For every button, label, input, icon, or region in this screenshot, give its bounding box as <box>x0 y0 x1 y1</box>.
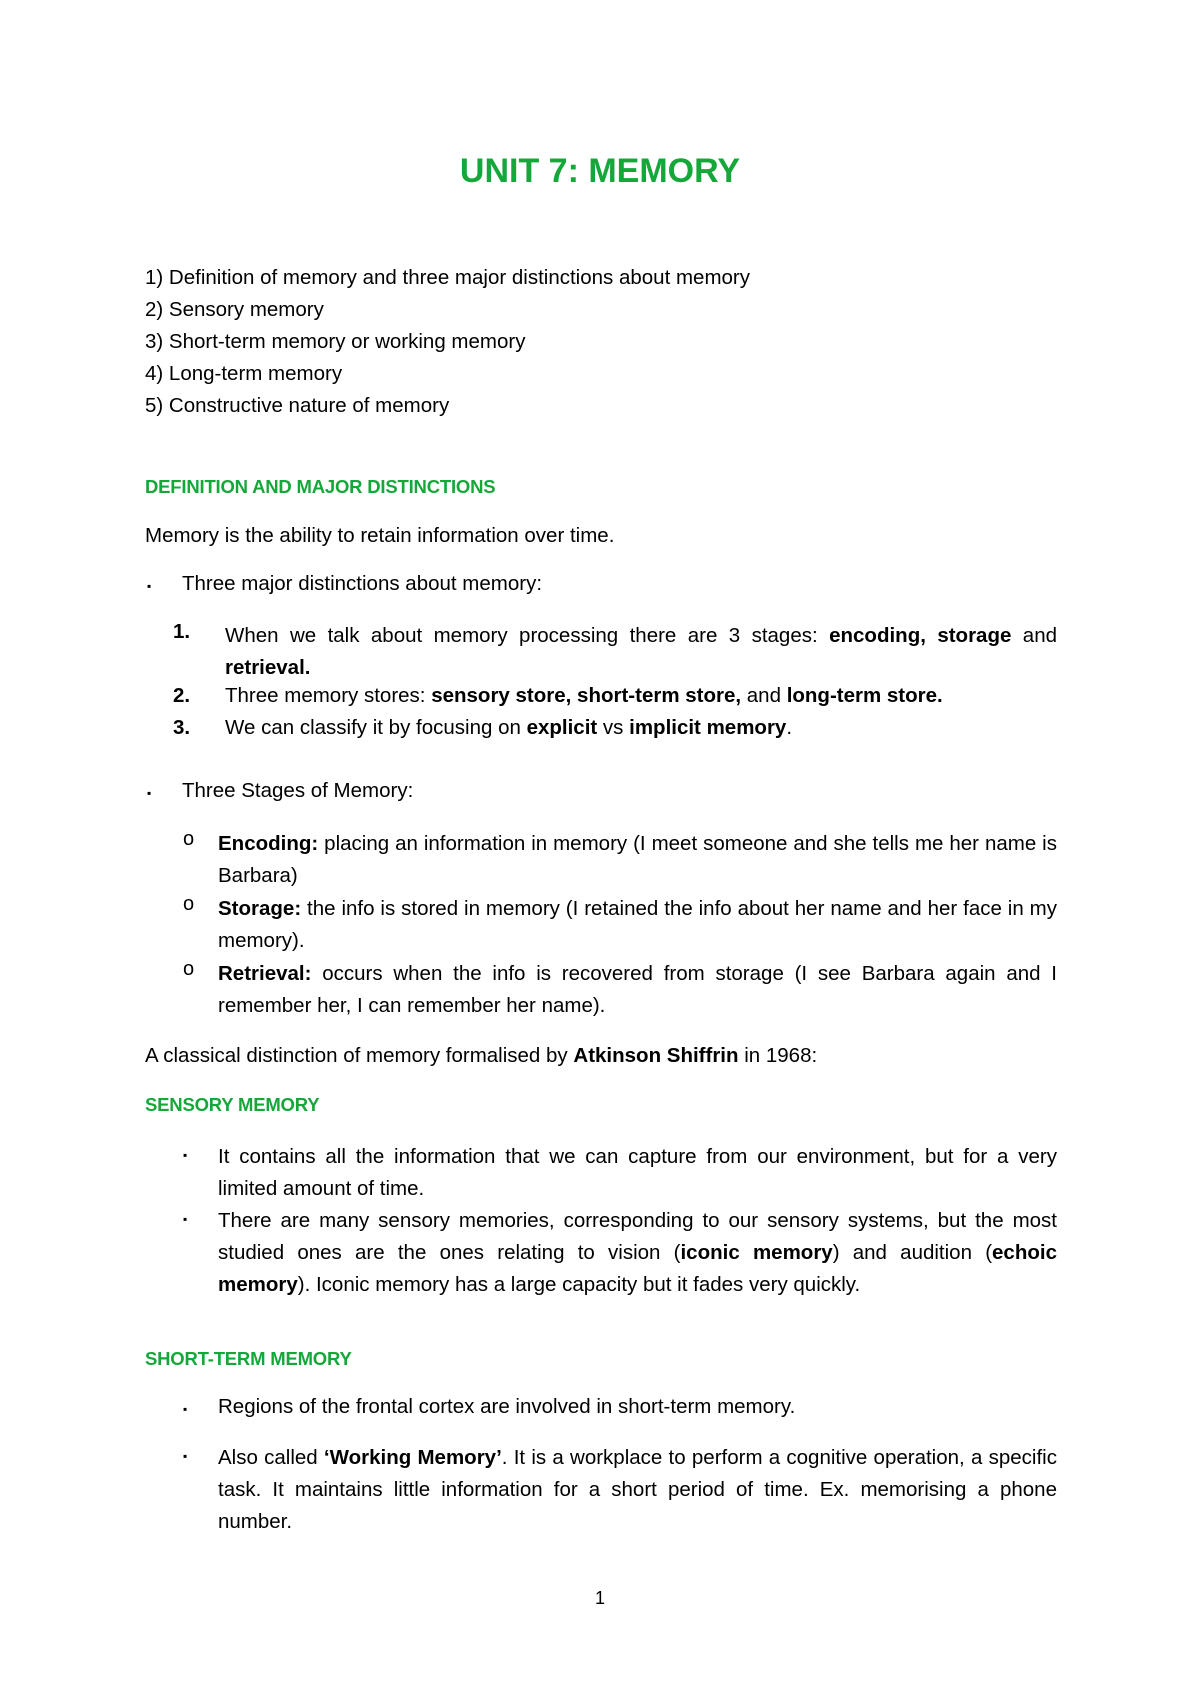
stage-retrieval: Retrieval: occurs when the info is recovered from storage (I see Barbara again and I remember her, I can remember her name). <box>218 962 1057 1017</box>
section-heading-sensory: SENSORY MEMORY <box>145 1094 320 1115</box>
contents-item: 2) Sensory memory <box>145 298 324 321</box>
square-bullet-icon: ▪ <box>147 579 152 593</box>
square-bullet-icon: ▪ <box>183 1212 188 1226</box>
circle-bullet-icon: o <box>183 958 195 980</box>
short-term-bullet-working: Also called ‘Working Memory’. It is a workplace to perform a cognitive operation, a specific task. It maintains little information for a short period of time. Ex. memorising a phone number. <box>218 1446 1057 1533</box>
numbered-item-stages: When we talk about memory processing there are 3 stages: encoding, storage and retrieval. <box>225 624 1058 679</box>
square-bullet-icon: ▪ <box>183 1402 188 1416</box>
short-term-bullet-cortex: Regions of the frontal cortex are involved in short-term memory. <box>218 1395 796 1418</box>
square-bullet-icon: ▪ <box>183 1148 188 1162</box>
numbered-item-stores: Three memory stores: sensory store, short-term store, and long-term store. <box>225 684 943 707</box>
circle-bullet-icon: o <box>183 828 195 850</box>
circle-bullet-icon: o <box>183 893 195 915</box>
classical-distinction-text: A classical distinction of memory formalised by Atkinson Shiffrin in 1968: <box>145 1044 818 1067</box>
page-title: UNIT 7: MEMORY <box>459 152 741 190</box>
contents-item: 4) Long-term memory <box>145 362 343 385</box>
section-heading-short-term: SHORT-TERM MEMORY <box>145 1348 352 1369</box>
square-bullet-icon: ▪ <box>183 1449 188 1463</box>
square-bullet-icon: ▪ <box>147 786 152 800</box>
bullet-three-distinctions: Three major distinctions about memory: <box>182 572 543 595</box>
list-number: 1. <box>173 620 191 643</box>
contents-item: 5) Constructive nature of memory <box>145 394 450 417</box>
definition-text: Memory is the ability to retain information over time. <box>145 524 615 547</box>
sensory-bullet-capture: It contains all the information that we can capture from our environment, but for a very limited amount of time. <box>218 1145 1057 1200</box>
bullet-three-stages: Three Stages of Memory: <box>182 779 414 802</box>
contents-item: 1) Definition of memory and three major distinctions about memory <box>145 266 751 289</box>
page-number: 1 <box>594 1588 605 1608</box>
sensory-bullet-types: There are many sensory memories, corresponding to our sensory systems, but the most studied ones are the ones relating to vision (iconic memory) and audition (echoic memory). Iconic memory has a large capacity but it fades very quickly. <box>218 1209 1057 1296</box>
stage-storage: Storage: the info is stored in memory (I retained the info about her name and her face in my memory). <box>218 897 1057 952</box>
list-number: 2. <box>173 684 191 707</box>
section-heading-definition: DEFINITION AND MAJOR DISTINCTIONS <box>145 476 496 497</box>
numbered-item-classify: We can classify it by focusing on explicit vs implicit memory. <box>225 716 793 739</box>
contents-item: 3) Short-term memory or working memory <box>145 330 526 353</box>
list-number: 3. <box>173 716 191 739</box>
stage-encoding: Encoding: placing an information in memory (I meet someone and she tells me her name is Barbara) <box>218 832 1057 887</box>
